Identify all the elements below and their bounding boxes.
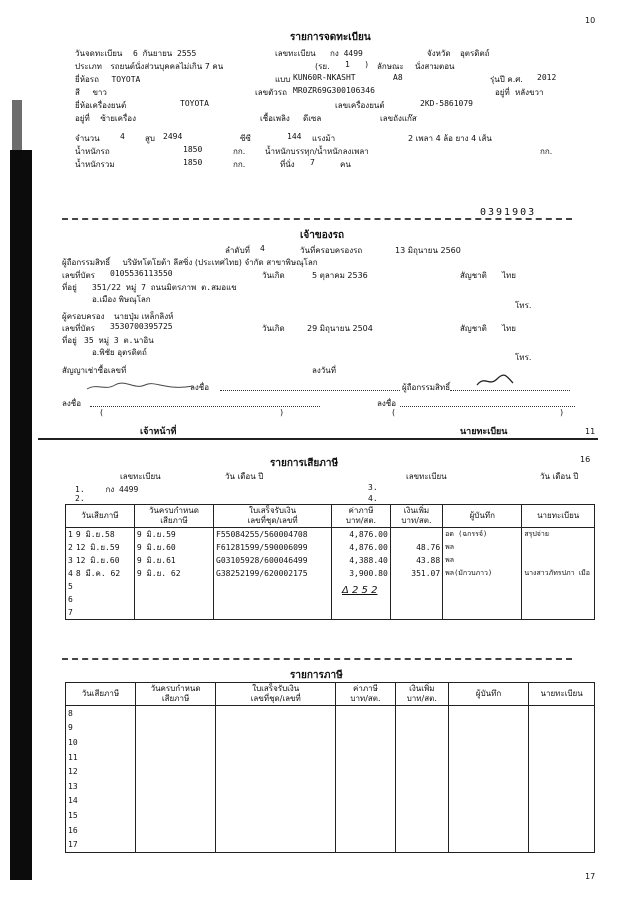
scan-shadow-bar-top: [12, 100, 22, 160]
table-row: [66, 823, 595, 838]
table-cell: [66, 606, 135, 620]
table-cell: [214, 567, 332, 580]
table-cell: [135, 721, 215, 736]
paren-2: (: [392, 408, 396, 417]
row-number: 5: [68, 582, 73, 591]
table-cell: [395, 823, 448, 838]
table-cell: [66, 837, 136, 852]
cell-tax: 4,876.00: [349, 530, 388, 539]
table-cell: [135, 706, 215, 721]
reg-row-7: จำนวน 4 สูบ 2494 ซีซี 144 แรงม้า 2 เพลา 4 ล้อ ยาง 4 เส้น: [75, 132, 492, 143]
table-row: [66, 567, 595, 580]
reg-row-5: ยี่ห้อเครื่องยนต์ TOYOTA เลขเครื่องยนต์ 2KD-5861079: [75, 99, 473, 110]
table-cell: [390, 606, 442, 620]
page-number-bottom: 17: [585, 872, 596, 881]
cell-due: 9 มิ.ย.61: [136, 556, 176, 565]
table-cell: [529, 735, 595, 750]
table-cell: [332, 606, 391, 620]
table-cell: [443, 528, 522, 542]
row-number: 10: [68, 737, 78, 747]
col2-tax: ค่าภาษี บาท/สต.: [336, 683, 395, 706]
row-number: 4: [68, 569, 73, 578]
paren-1-close: ): [280, 408, 284, 417]
table-cell: [214, 541, 332, 554]
cell-receipt: G38252199/620002175: [216, 569, 308, 578]
reg-row-1: วันจดทะเบียน 6 กันยายน 2555 เลขทะเบียน กง 4499 จังหวัด อุตรดิตถ์: [75, 49, 490, 58]
table-cell: [214, 606, 332, 620]
cell-reg: สรุปจ่าย: [524, 530, 549, 538]
table-cell: [216, 750, 336, 765]
officer-label: เจ้าหน้าที่: [140, 427, 177, 437]
col2-due-date: วันครบกำหนด เสียภาษี: [135, 683, 215, 706]
table-cell: [443, 567, 522, 580]
table-cell: [522, 606, 595, 620]
col2-extra: เงินเพิ่ม บาท/สต.: [395, 683, 448, 706]
table-cell: [216, 706, 336, 721]
table-cell: [332, 541, 391, 554]
cell-rec: พล: [445, 543, 455, 551]
row-number: 14: [68, 796, 78, 806]
cell-receipt: G03105928/600046499: [216, 556, 308, 565]
paren-1: (: [100, 408, 104, 417]
col-receipt: ใบเสร็จรับเงิน เลขที่ชุด/เลขที่: [214, 505, 332, 528]
separator-3: [62, 658, 572, 660]
tax-table-header: [66, 505, 595, 528]
row-number: 3: [68, 556, 73, 565]
cell-due: 9 มิ.ย.60: [136, 543, 176, 552]
cell-reg: นางสาวภัทรปภา เมือ: [524, 569, 590, 577]
table-cell: [66, 721, 136, 736]
table-cell: [134, 528, 213, 542]
table-row: [66, 750, 595, 765]
table-cell: [66, 541, 135, 554]
page-number-16: 16: [580, 455, 591, 464]
tax2-title: รายการภาษี: [290, 670, 343, 681]
table-cell: [336, 764, 395, 779]
table-cell: [134, 606, 213, 620]
table-cell: [66, 554, 135, 567]
table-cell: [390, 528, 442, 542]
table-cell: [395, 735, 448, 750]
table-cell: [443, 541, 522, 554]
cell-due: 9 มิ.ย. 62: [136, 569, 181, 578]
holder-row-3: ที่อยู่ 35 หมู่ 3 ต.นาอิน: [62, 336, 154, 345]
row-number: 17: [68, 840, 78, 850]
cell-receipt: F55084255/560004708: [216, 530, 308, 539]
row-number: 9: [68, 723, 73, 733]
table-cell: [135, 764, 215, 779]
table-cell: [66, 567, 135, 580]
table-cell: [134, 567, 213, 580]
table-cell: [390, 554, 442, 567]
table-row: [66, 735, 595, 750]
owner-row-2: ผู้ถือกรรมสิทธิ์ บริษัทโตโยต้า ลีสซิ่ง (ประเทศไทย) จำกัด สาขาพิษณุโลก: [62, 258, 318, 267]
owner-signature: [475, 373, 515, 393]
col-registrar: นายทะเบียน: [522, 505, 595, 528]
table-cell: [529, 794, 595, 809]
table-row: [66, 794, 595, 809]
table-cell: [529, 779, 595, 794]
table-row: [66, 837, 595, 852]
col2-paid-date: วันเสียภาษี: [66, 683, 136, 706]
row-number: 11: [68, 752, 78, 762]
table-row: [66, 606, 595, 620]
separator-1: [62, 218, 572, 220]
tax-plate-4: 4.: [368, 494, 378, 503]
row-number: 15: [68, 810, 78, 820]
table-cell: [336, 808, 395, 823]
table-cell: [332, 528, 391, 542]
table-cell: [395, 779, 448, 794]
reg-row-9: น้ำหนักรวม 1850 กก. ที่นั่ง 7 คน: [75, 158, 351, 169]
holder-row-4: อ.พิชัย อุตรดิตถ์: [92, 348, 147, 357]
owner-row-4: ที่อยู่ 351/22 หมู่ 7 ถนนมิตรภาพ ต.สมอแข: [62, 283, 237, 292]
table-cell: [66, 779, 136, 794]
col-recorder: ผู้บันทึก: [443, 505, 522, 528]
holder-row-1: ผู้ครอบครอง นายปุ่ม เหล็กลิงห์: [62, 312, 174, 321]
table-cell: [448, 794, 528, 809]
tax-plate-header: เลขทะเบียน วัน เดือน ปี เลขทะเบียน วัน เดือน ปี: [120, 472, 579, 481]
table-cell: [448, 823, 528, 838]
cell-paid: 9 มิ.ย.58: [75, 530, 115, 539]
table-cell: [522, 593, 595, 606]
table-cell: [66, 706, 136, 721]
reg-row-4: สี ขาว เลขตัวรถ MR0ZR69G300106346 อยู่ที่ หลังขวา: [75, 86, 544, 97]
cell-extra: 351.07: [411, 569, 441, 578]
table-row: [66, 721, 595, 736]
table-cell: [135, 779, 215, 794]
table-cell: [216, 735, 336, 750]
owner-tel: โทร.: [515, 301, 532, 310]
table-cell: [135, 837, 215, 852]
page-number-11: 11: [585, 427, 596, 436]
table-cell: [214, 580, 332, 593]
row-number: 2: [68, 543, 73, 552]
table-cell: [336, 721, 395, 736]
cell-tax: 4,876.00: [349, 543, 388, 552]
owner-row-3: เลขที่บัตร 0105536113550 วันเกิด 5 ตุลาคม 2536 สัญชาติ ไทย: [62, 269, 516, 280]
table-cell: [332, 554, 391, 567]
tax-table-2: [65, 682, 595, 853]
table-cell: [448, 808, 528, 823]
reg-row-6: อยู่ที่ ซ้ายเครื่อง เชื้อเพลิง ดีเซล เลขถังแก๊ส: [75, 114, 417, 123]
table-cell: [390, 593, 442, 606]
table-cell: [336, 837, 395, 852]
table-cell: [66, 580, 135, 593]
table-cell: [529, 706, 595, 721]
page-number-top: 10: [585, 16, 596, 25]
table-cell: [214, 528, 332, 542]
row-number: 7: [68, 608, 73, 617]
table-cell: [395, 764, 448, 779]
table-cell: [443, 554, 522, 567]
col-extra: เงินเพิ่ม บาท/สต.: [390, 505, 442, 528]
reg-row-3: ยี่ห้อรถ TOYOTA แบบ KUN60R-NKASHT A8 รุ่นปี ค.ศ. 2012: [75, 73, 557, 84]
table-cell: [395, 750, 448, 765]
table-cell: [134, 541, 213, 554]
sign-line-1: [220, 390, 400, 391]
table-cell: [336, 779, 395, 794]
reg-row-8: น้ำหนักรถ 1850 กก. น้ำหนักบรรทุก/น้ำหนักลงเพลา กก.: [75, 145, 553, 156]
holder-tel: โทร.: [515, 353, 532, 362]
table-cell: [214, 554, 332, 567]
table-cell: [134, 580, 213, 593]
table-cell: [336, 794, 395, 809]
cell-tax: 3,900.80: [349, 569, 388, 578]
sign-row-2: ลงชื่อ ลงชื่อ: [62, 399, 397, 408]
table-cell: [529, 837, 595, 852]
table-cell: [216, 837, 336, 852]
table-row: [66, 593, 595, 606]
table-cell: [135, 823, 215, 838]
table-row: [66, 779, 595, 794]
col2-recorder: ผู้บันทึก: [448, 683, 528, 706]
table-cell: [395, 706, 448, 721]
cell-tax: 4,388.40: [349, 556, 388, 565]
table-cell: [66, 735, 136, 750]
table-cell: [529, 808, 595, 823]
table-cell: [216, 779, 336, 794]
table-cell: [336, 706, 395, 721]
cell-rec: พล(มักวบภาว): [445, 569, 493, 577]
tax-plate-1: 1. กง 4499: [75, 485, 139, 494]
table-cell: [395, 808, 448, 823]
table-cell: [529, 721, 595, 736]
table-cell: [443, 593, 522, 606]
table-row: [66, 528, 595, 542]
cell-receipt: F61281599/590006099: [216, 543, 308, 552]
row-number: 1: [68, 530, 73, 539]
table-cell: [448, 750, 528, 765]
table-cell: [395, 721, 448, 736]
table-cell: [66, 750, 136, 765]
table-cell: [529, 764, 595, 779]
table-cell: [395, 837, 448, 852]
tax-table: [65, 504, 595, 620]
row-number: 13: [68, 781, 78, 791]
table-cell: [448, 779, 528, 794]
table-cell: [522, 580, 595, 593]
cell-due: 9 มิ.ย.59: [136, 530, 176, 539]
table-cell: [522, 554, 595, 567]
table-cell: [529, 750, 595, 765]
separator-2: [38, 438, 598, 440]
scan-shadow-bar: [10, 150, 32, 880]
paren-2-close: ): [560, 408, 564, 417]
sign-row-1: ลงชื่อ ผู้ถือกรรมสิทธิ์: [190, 383, 451, 392]
registrar-label: นายทะเบียน: [460, 427, 508, 437]
table-cell: [529, 823, 595, 838]
table-cell: [135, 750, 215, 765]
table-cell: [448, 706, 528, 721]
table-row: [66, 541, 595, 554]
table-cell: [216, 764, 336, 779]
table-cell: [395, 794, 448, 809]
row-number: 12: [68, 767, 78, 777]
col2-registrar: นายทะเบียน: [529, 683, 595, 706]
holder-row-2: เลขที่บัตร 3530700395725 วันเกิด 29 มิถุนายน 2504 สัญชาติ ไทย: [62, 322, 516, 333]
table-cell: [216, 721, 336, 736]
registration-title: รายการจดทะเบียน: [290, 32, 371, 43]
table-cell: [66, 764, 136, 779]
cell-paid: 12 มิ.ย.59: [75, 543, 120, 552]
table-cell: [135, 735, 215, 750]
table-cell: [448, 837, 528, 852]
table-cell: [448, 735, 528, 750]
cell-rec: อด (ฉกรรจ์): [445, 530, 488, 538]
table-row: [66, 554, 595, 567]
tax-title: รายการเสียภาษี: [270, 458, 339, 469]
handwritten-note: Δ 2 5 2: [342, 585, 378, 596]
table-cell: [134, 554, 213, 567]
table-cell: [216, 794, 336, 809]
table-row: [66, 706, 595, 721]
table-cell: [443, 606, 522, 620]
table-cell: [443, 580, 522, 593]
table-cell: [66, 823, 136, 838]
cell-extra: 48.76: [416, 543, 441, 552]
table-row: [66, 580, 595, 593]
table-cell: [522, 528, 595, 542]
table-cell: [448, 764, 528, 779]
col-paid-date: วันเสียภาษี: [66, 505, 135, 528]
tax-plate-3: 3.: [368, 483, 378, 492]
table-cell: [66, 593, 135, 606]
table-cell: [522, 541, 595, 554]
cell-extra: 43.88: [416, 556, 441, 565]
partial-stamp: 0391903: [480, 207, 537, 218]
contract-row: สัญญาเช่าซื้อเลขที่ ลงวันที่: [62, 366, 337, 375]
cell-paid: 12 มิ.ย.60: [75, 556, 120, 565]
table-cell: [336, 750, 395, 765]
table-cell: [336, 823, 395, 838]
owner-row-5: อ.เมือง พิษณุโลก: [92, 295, 151, 304]
row-number: 16: [68, 825, 78, 835]
table-cell: [336, 735, 395, 750]
table-cell: [332, 567, 391, 580]
table-cell: [390, 541, 442, 554]
table-cell: [448, 721, 528, 736]
table-cell: [66, 528, 135, 542]
sign-line-3: [400, 406, 575, 407]
table-cell: [135, 808, 215, 823]
table-cell: [390, 567, 442, 580]
table-cell: [66, 794, 136, 809]
cell-paid: 8 มี.ค. 62: [75, 569, 121, 578]
table-cell: [522, 567, 595, 580]
col-tax: ค่าภาษี บาท/สต.: [332, 505, 391, 528]
col-due-date: วันครบกำหนด เสียภาษี: [134, 505, 213, 528]
table-cell: [66, 808, 136, 823]
reg-row-2: ประเภท รถยนต์นั่งส่วนบุคคลไม่เกิน 7 คน (รย. 1 ) ลักษณะ นั่งสามตอน: [75, 60, 455, 71]
row-number: 8: [68, 708, 73, 718]
cell-rec: พล: [445, 556, 455, 564]
sign-line-2: [90, 406, 320, 407]
col2-receipt: ใบเสร็จรับเงิน เลขที่ชุด/เลขที่: [216, 683, 336, 706]
table-cell: [214, 593, 332, 606]
stamp-scribble-1: [85, 378, 195, 397]
table-cell: [135, 794, 215, 809]
row-number: 6: [68, 595, 73, 604]
table-row: [66, 764, 595, 779]
table-cell: [216, 823, 336, 838]
table-cell: [134, 593, 213, 606]
tax-table-2-header: [66, 683, 595, 706]
table-cell: [390, 580, 442, 593]
tax-plate-2: 2.: [75, 494, 85, 503]
owner-title: เจ้าของรถ: [300, 230, 345, 241]
table-cell: [216, 808, 336, 823]
table-row: [66, 808, 595, 823]
